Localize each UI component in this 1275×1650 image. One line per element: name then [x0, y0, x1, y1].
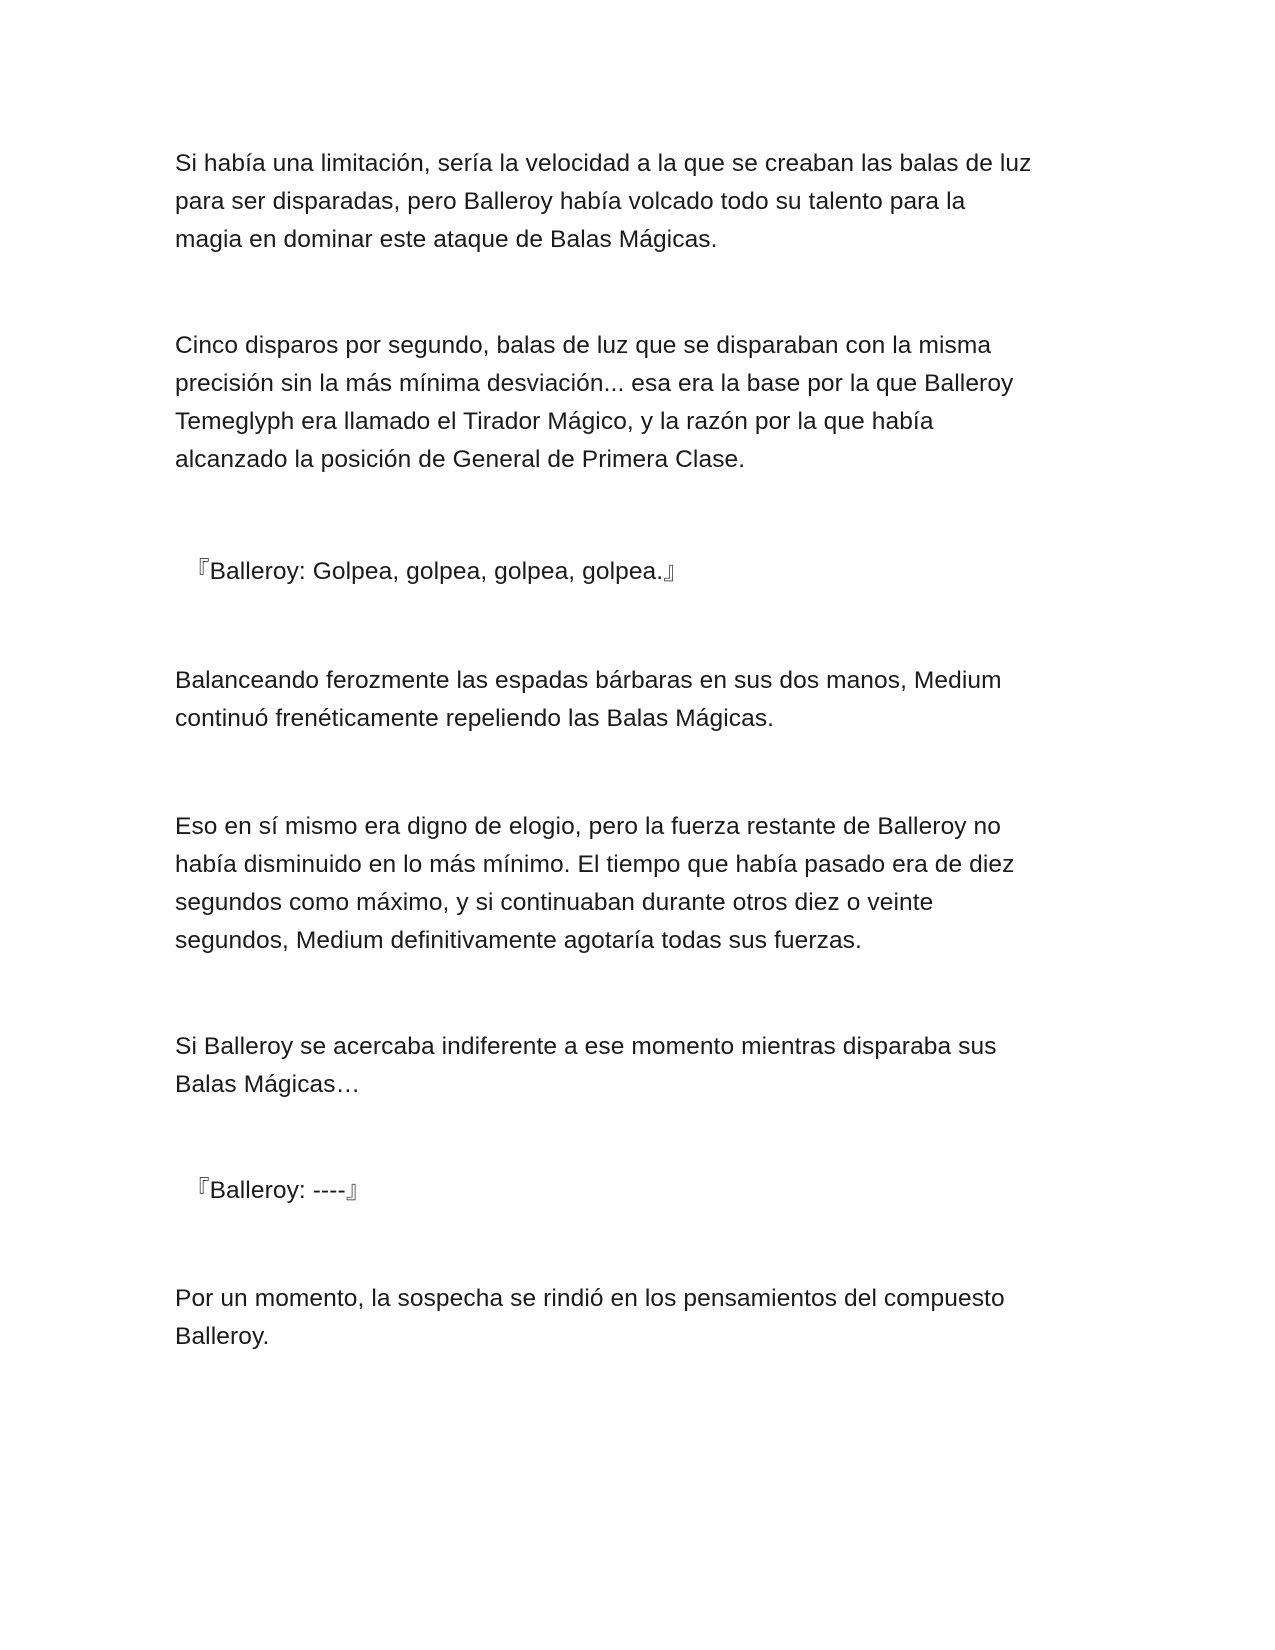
paragraph-line: Por un momento, la sospecha se rindió en los pensamientos del compuesto: [175, 1285, 1005, 1312]
paragraph-line: para ser disparadas, pero Balleroy había volcado todo su talento para la: [175, 188, 966, 215]
paragraph-line: precisión sin la más mínima desviación... esa era la base por la que Balleroy: [175, 370, 1014, 397]
paragraph-4: [175, 808, 1095, 960]
paragraph-line: Balanceando ferozmente las espadas bárbaras en sus dos manos, Medium: [175, 667, 1002, 694]
paragraph-line: Si había una limitación, sería la velocidad a la que se creaban las balas de luz: [175, 150, 1032, 177]
paragraph-line: Balleroy.: [175, 1323, 270, 1350]
dialogue-2: [185, 1172, 1105, 1210]
dialogue-line: 『Balleroy: Golpea, golpea, golpea, golpea.』: [185, 558, 688, 585]
paragraph-line: Si Balleroy se acercaba indiferente a ese momento mientras disparaba sus: [175, 1033, 997, 1060]
dialogue-line: 『Balleroy: ----』: [185, 1177, 371, 1204]
paragraph-line: segundos como máximo, y si continuaban durante otros diez o veinte: [175, 889, 934, 916]
paragraph-1: [175, 145, 1095, 259]
paragraph-line: Temeglyph era llamado el Tirador Mágico, y la razón por la que había: [175, 408, 934, 435]
paragraph-5: [175, 1028, 1095, 1104]
paragraph-line: había disminuido en lo más mínimo. El tiempo que había pasado era de diez: [175, 851, 1015, 878]
paragraph-line: Balas Mágicas…: [175, 1071, 361, 1098]
paragraph-6: [175, 1280, 1095, 1356]
paragraph-line: continuó frenéticamente repeliendo las Balas Mágicas.: [175, 705, 775, 732]
paragraph-line: Cinco disparos por segundo, balas de luz que se disparaban con la misma: [175, 332, 992, 359]
paragraph-3: [175, 662, 1095, 738]
paragraph-line: magia en dominar este ataque de Balas Mágicas.: [175, 226, 718, 253]
paragraph-line: Eso en sí mismo era digno de elogio, pero la fuerza restante de Balleroy no: [175, 813, 1002, 840]
paragraph-line: alcanzado la posición de General de Primera Clase.: [175, 446, 746, 473]
paragraph-line: segundos, Medium definitivamente agotaría todas sus fuerzas.: [175, 927, 862, 954]
paragraph-2: [175, 327, 1095, 479]
dialogue-1: [185, 553, 1105, 591]
